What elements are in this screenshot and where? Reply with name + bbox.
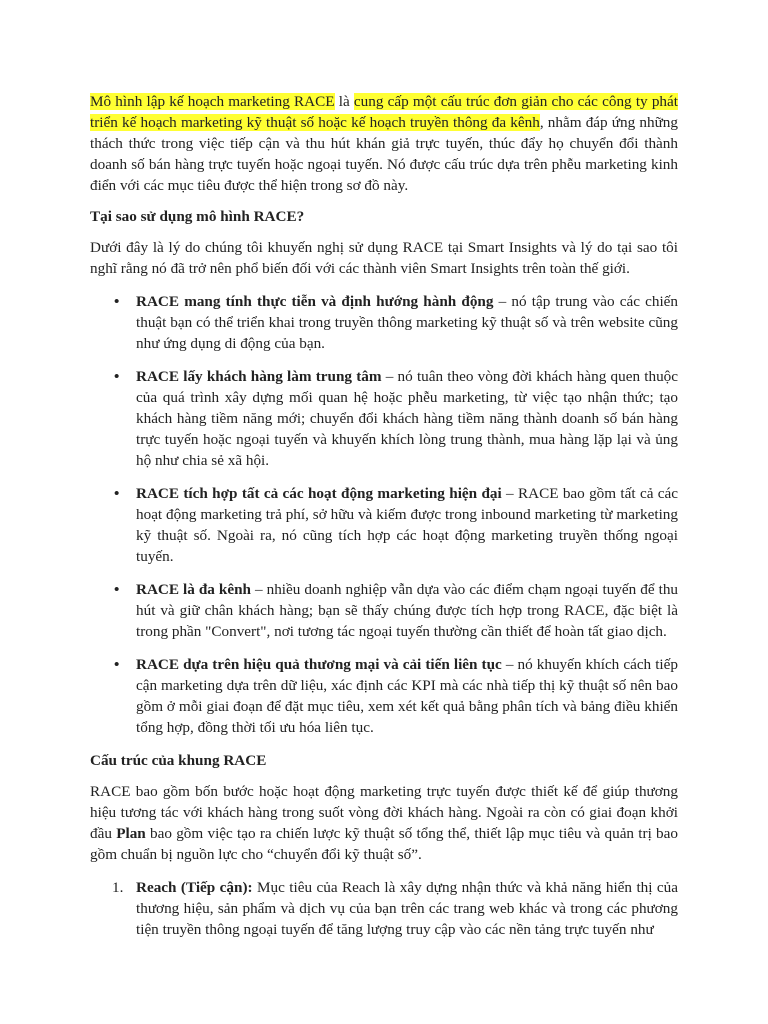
list-item	[90, 579, 678, 642]
why-paragraph: Dưới đây là lý do chúng tôi khuyến nghị sử dụng RACE tại Smart Insights và lý do tại sao tôi nghĩ rằng nó đã trở nên phổ biến đối với các thành viên Smart Insights trên toàn thế giới.	[90, 239, 678, 277]
plan-label: Plan	[116, 825, 146, 842]
list-item-title: RACE tích hợp tất cả các hoạt động marketing hiện đại	[136, 485, 502, 502]
reasons-list	[90, 291, 678, 738]
list-item-title: RACE lấy khách hàng làm trung tâm	[136, 368, 382, 385]
list-item	[90, 654, 678, 738]
structure-paragraph	[90, 781, 678, 865]
step-title: Reach (Tiếp cận):	[136, 879, 253, 896]
list-item-title: RACE mang tính thực tiễn và định hướng hành động	[136, 293, 494, 310]
bullet-icon: •	[114, 485, 120, 502]
step-number: 1.	[112, 879, 124, 896]
intro-rest: , nhằm đáp ứng những thách thức trong việc tiếp cận và thu hút khán giả trực tuyến, thúc đẩy họ chuyển đổi thành doanh số bán hàng trực tuyến hoặc ngoại tuyến. Nó được cấu trúc dựa trên phễu marketing kinh điển với các mục tiêu được thể hiện trong sơ đồ này.	[90, 114, 678, 194]
document-page	[90, 91, 678, 940]
list-item	[90, 483, 678, 567]
steps-list	[90, 877, 678, 940]
list-item-text: – nó tập trung vào các chiến thuật bạn có thể triển khai trong truyền thông marketing kỹ thuật số và trên website cũng như ứng dụng di động của bạn.	[136, 293, 678, 352]
list-item	[90, 877, 678, 940]
list-item-text: – nó khuyến khích cách tiếp cận marketing dựa trên dữ liệu, xác định các KPI mà các nhà tiếp thị kỹ thuật số nên bao gồm ở mỗi giai đoạn để đặt mục tiêu, xem xét kết quả bằng phân tích và bảng điều khiển tổng hợp, đồng thời tối ưu hóa liên tục.	[136, 656, 678, 736]
heading-why-race: Tại sao sử dụng mô hình RACE?	[90, 208, 305, 225]
highlight-race-model: Mô hình lập kế hoạch marketing RACE	[90, 93, 335, 110]
heading-structure: Cấu trúc của khung RACE	[90, 752, 267, 769]
highlight-definition: cung cấp một cấu trúc đơn giản cho các công ty phát triển kế hoạch marketing kỹ thuật số hoặc kế hoạch truyền thông đa kênh	[90, 93, 678, 131]
list-item-text: – nhiều doanh nghiệp vẫn dựa vào các điểm chạm ngoại tuyến để thu hút và giữ chân khách hàng; bạn sẽ thấy chúng được tích hợp trong RACE, đặc biệt là trong phần "Convert", nơi tương tác ngoại tuyến thường cần thiết để hoàn tất giao dịch.	[136, 581, 679, 640]
step-text: Mục tiêu của Reach là xây dựng nhận thức và khả năng hiển thị của thương hiệu, sản phẩm và dịch vụ của bạn trên các trang web khác và trong các phương tiện truyền thông ngoại tuyến để tăng lượng truy cập vào các nền tảng trực tuyến như	[136, 879, 678, 938]
list-item-text: – RACE bao gồm tất cả các hoạt động marketing trả phí, sở hữu và kiếm được trong inbound marketing từ marketing kỹ thuật số. Ngoài ra, nó cũng tích hợp các hoạt động marketing truyền thống ngoại tuyến.	[136, 485, 678, 565]
list-item-title: RACE là đa kênh	[136, 581, 251, 598]
structure-text-after: bao gồm việc tạo ra chiến lược kỹ thuật số tổng thể, thiết lập mục tiêu và quản trị bao gồm chuẩn bị nguồn lực cho “chuyển đổi kỹ thuật số”.	[90, 825, 678, 863]
list-item-title: RACE dựa trên hiệu quả thương mại và cải tiến liên tục	[136, 656, 502, 673]
bullet-icon: •	[114, 293, 120, 310]
intro-connector: là	[334, 93, 354, 110]
list-item-text: – nó tuân theo vòng đời khách hàng quen thuộc của quá trình xây dựng mối quan hệ hoặc phễu marketing, từ việc tạo nhận thức; tạo khách hàng tiềm năng mới; chuyển đổi khách hàng tiềm năng thành doanh số bán hàng trực tuyến hoặc ngoại tuyến và khuyến khích lòng trung thành, mua hàng lặp lại và ủng hộ như chia sẻ xã hội.	[136, 368, 678, 469]
bullet-icon: •	[114, 368, 120, 385]
list-item	[90, 366, 678, 471]
intro-paragraph	[90, 91, 678, 196]
bullet-icon: •	[114, 656, 120, 673]
structure-text-before: RACE bao gồm bốn bước hoặc hoạt động marketing trực tuyến được thiết kế để giúp thương hiệu tương tác với khách hàng trong suốt vòng đời khách hàng. Ngoài ra còn có giai đoạn khởi đầu	[90, 783, 678, 842]
list-item	[90, 291, 678, 354]
bullet-icon: •	[114, 581, 120, 598]
